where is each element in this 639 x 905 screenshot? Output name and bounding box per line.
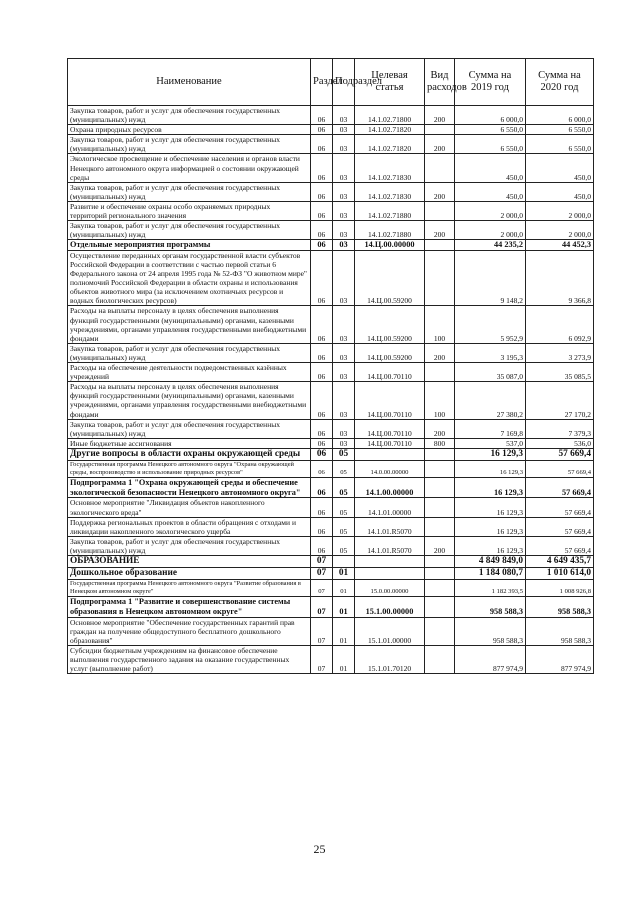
row-razdel: 07	[311, 556, 333, 568]
header-name: Наименование	[68, 59, 311, 106]
row-sum-2019: 450,0	[455, 182, 526, 201]
row-target-article: 14.1.02.71830	[355, 182, 425, 201]
row-name: Отдельные мероприятия программы	[68, 240, 311, 251]
row-sum-2020: 536,0	[526, 438, 594, 448]
table-row	[68, 478, 594, 498]
row-sum-2020: 35 085,5	[526, 363, 594, 382]
row-razdel: 06	[311, 448, 333, 460]
row-podrazdel: 05	[333, 448, 355, 460]
row-expense-type	[425, 478, 455, 498]
row-razdel: 07	[311, 617, 333, 645]
row-name: Поддержка региональных проектов в области обращения с отходами и ликвидации накопленного экологического ущерба	[68, 517, 311, 536]
row-sum-2020: 44 452,3	[526, 240, 594, 251]
row-name: Дошкольное образование	[68, 568, 311, 580]
row-razdel: 06	[311, 135, 333, 154]
table-row	[68, 106, 594, 125]
row-podrazdel: 05	[333, 517, 355, 536]
row-podrazdel: 03	[333, 363, 355, 382]
header-target-article: Целевая статья	[355, 59, 425, 106]
header-expense-type: Вид расходов	[425, 59, 455, 106]
row-expense-type: 800	[425, 438, 455, 448]
row-podrazdel: 01	[333, 645, 355, 673]
row-sum-2019: 9 148,2	[455, 250, 526, 306]
row-sum-2020: 57 669,4	[526, 517, 594, 536]
row-sum-2020: 877 974,9	[526, 645, 594, 673]
row-sum-2020: 6 550,0	[526, 135, 594, 154]
row-sum-2020: 6 092,9	[526, 306, 594, 343]
row-sum-2020: 6 000,0	[526, 106, 594, 125]
row-name: Подпрограмма 1 "Охрана окружающей среды и обеспечение экологической безопасности Ненецкого автономного округа"	[68, 478, 311, 498]
row-name: Подпрограмма 1 "Развитие и совершенствование системы образования в Ненецком автономном округе"	[68, 597, 311, 617]
row-sum-2020: 9 366,8	[526, 250, 594, 306]
row-expense-type	[425, 363, 455, 382]
row-expense-type: 200	[425, 221, 455, 240]
row-sum-2019: 537,0	[455, 438, 526, 448]
row-expense-type	[425, 568, 455, 580]
row-name: Субсидии бюджетным учреждениям на финансовое обеспечение выполнения государственного задания на оказание государственных услуг (выполнение работ)	[68, 645, 311, 673]
row-expense-type	[425, 154, 455, 182]
row-expense-type	[425, 125, 455, 135]
table-header-row	[68, 59, 594, 106]
table-row	[68, 617, 594, 645]
row-razdel: 06	[311, 240, 333, 251]
row-name: Закупка товаров, работ и услуг для обеспечения государственных (муниципальных) нужд	[68, 419, 311, 438]
row-expense-type	[425, 617, 455, 645]
row-expense-type	[425, 597, 455, 617]
row-target-article: 14.1.01.00000	[355, 498, 425, 517]
table-row	[68, 556, 594, 568]
row-sum-2020: 27 170,2	[526, 382, 594, 419]
row-target-article: 15.1.01.70120	[355, 645, 425, 673]
row-podrazdel: 03	[333, 135, 355, 154]
row-sum-2019: 35 087,0	[455, 363, 526, 382]
row-sum-2019: 27 380,2	[455, 382, 526, 419]
row-sum-2019: 44 235,2	[455, 240, 526, 251]
row-podrazdel: 05	[333, 460, 355, 477]
row-razdel: 06	[311, 125, 333, 135]
row-sum-2019: 16 129,3	[455, 460, 526, 477]
row-target-article: 14.1.02.71800	[355, 106, 425, 125]
row-name: Охрана природных ресурсов	[68, 125, 311, 135]
row-podrazdel: 03	[333, 106, 355, 125]
row-podrazdel: 03	[333, 221, 355, 240]
table-row	[68, 221, 594, 240]
row-sum-2020: 3 273,9	[526, 343, 594, 362]
row-podrazdel: 03	[333, 438, 355, 448]
row-expense-type	[425, 645, 455, 673]
row-sum-2020: 7 379,3	[526, 419, 594, 438]
row-sum-2020: 57 669,4	[526, 478, 594, 498]
row-target-article: 14.1.02.71820	[355, 135, 425, 154]
row-sum-2020: 4 649 435,7	[526, 556, 594, 568]
row-target-article: 14.Ц.00.70110	[355, 438, 425, 448]
row-podrazdel: 03	[333, 306, 355, 343]
table-row	[68, 448, 594, 460]
row-name: Иные бюджетные ассигнования	[68, 438, 311, 448]
row-name: Закупка товаров, работ и услуг для обеспечения государственных (муниципальных) нужд	[68, 106, 311, 125]
row-name: Закупка товаров, работ и услуг для обеспечения государственных (муниципальных) нужд	[68, 182, 311, 201]
row-expense-type	[425, 517, 455, 536]
row-target-article: 14.Ц.00.00000	[355, 240, 425, 251]
row-razdel: 06	[311, 460, 333, 477]
row-target-article: 14.Ц.00.59200	[355, 250, 425, 306]
row-sum-2019: 4 849 849,0	[455, 556, 526, 568]
row-podrazdel: 03	[333, 419, 355, 438]
row-sum-2019: 2 000,0	[455, 221, 526, 240]
row-expense-type: 200	[425, 182, 455, 201]
table-row	[68, 201, 594, 220]
row-expense-type	[425, 556, 455, 568]
budget-table-container	[67, 58, 593, 674]
row-sum-2019: 3 195,3	[455, 343, 526, 362]
row-name: Государственная программа Ненецкого автономного округа "Охрана окружающей среды, воспроизводство и использование природных ресурсов"	[68, 460, 311, 477]
row-sum-2019: 1 184 080,7	[455, 568, 526, 580]
row-target-article: 14.1.02.71820	[355, 125, 425, 135]
row-podrazdel: 01	[333, 597, 355, 617]
row-expense-type	[425, 448, 455, 460]
header-sum-2020: Сумма на 2020 год	[526, 59, 594, 106]
row-target-article: 14.1.00.00000	[355, 478, 425, 498]
row-sum-2020: 1 008 926,8	[526, 580, 594, 597]
row-name: Закупка товаров, работ и услуг для обеспечения государственных (муниципальных) нужд	[68, 343, 311, 362]
row-razdel: 06	[311, 250, 333, 306]
table-row	[68, 438, 594, 448]
table-row	[68, 568, 594, 580]
row-name: Закупка товаров, работ и услуг для обеспечения государственных (муниципальных) нужд	[68, 221, 311, 240]
table-row	[68, 154, 594, 182]
row-name: Основное мероприятие "Ликвидация объектов накопленного экологического вреда"	[68, 498, 311, 517]
row-target-article	[355, 556, 425, 568]
row-name: Основное мероприятие "Обеспечение государственных гарантий прав граждан на получение общедоступного бесплатного дошкольного образования"	[68, 617, 311, 645]
table-row	[68, 536, 594, 555]
row-expense-type: 200	[425, 135, 455, 154]
row-expense-type: 200	[425, 419, 455, 438]
header-razdel: Раздел	[311, 59, 333, 106]
row-razdel: 06	[311, 221, 333, 240]
row-sum-2020: 958 588,3	[526, 597, 594, 617]
row-podrazdel: 03	[333, 240, 355, 251]
table-row	[68, 597, 594, 617]
row-sum-2019: 450,0	[455, 154, 526, 182]
row-target-article: 14.1.01.R5070	[355, 517, 425, 536]
table-row	[68, 135, 594, 154]
row-razdel: 06	[311, 343, 333, 362]
row-razdel: 06	[311, 517, 333, 536]
row-expense-type: 100	[425, 306, 455, 343]
row-razdel: 06	[311, 201, 333, 220]
row-name: Расходы на обеспечение деятельности подведомственных казённых учреждений	[68, 363, 311, 382]
row-expense-type: 200	[425, 106, 455, 125]
row-razdel: 06	[311, 438, 333, 448]
row-target-article: 14.Ц.00.70110	[355, 363, 425, 382]
row-sum-2020: 1 010 614,0	[526, 568, 594, 580]
table-row	[68, 306, 594, 343]
table-row	[68, 382, 594, 419]
row-sum-2020: 450,0	[526, 182, 594, 201]
row-razdel: 06	[311, 182, 333, 201]
row-podrazdel: 01	[333, 580, 355, 597]
row-target-article: 15.0.00.00000	[355, 580, 425, 597]
row-sum-2019: 16 129,3	[455, 536, 526, 555]
row-name: ОБРАЗОВАНИЕ	[68, 556, 311, 568]
row-expense-type	[425, 580, 455, 597]
row-expense-type: 100	[425, 382, 455, 419]
row-name: Государственная программа Ненецкого автономного округа "Развитие образования в Ненецком автономном округе"	[68, 580, 311, 597]
row-target-article	[355, 568, 425, 580]
row-sum-2020: 2 000,0	[526, 221, 594, 240]
row-target-article: 14.0.00.00000	[355, 460, 425, 477]
row-target-article: 14.Ц.00.59200	[355, 343, 425, 362]
row-podrazdel: 03	[333, 182, 355, 201]
table-row	[68, 240, 594, 251]
row-podrazdel	[333, 556, 355, 568]
row-sum-2020: 57 669,4	[526, 498, 594, 517]
row-podrazdel: 03	[333, 201, 355, 220]
table-row	[68, 363, 594, 382]
row-expense-type: 200	[425, 536, 455, 555]
row-podrazdel: 03	[333, 154, 355, 182]
row-sum-2019: 16 129,3	[455, 517, 526, 536]
row-target-article	[355, 448, 425, 460]
row-razdel: 07	[311, 568, 333, 580]
row-podrazdel: 05	[333, 498, 355, 517]
table-body	[68, 106, 594, 674]
row-target-article: 14.1.02.71880	[355, 221, 425, 240]
row-sum-2019: 6 550,0	[455, 125, 526, 135]
row-podrazdel: 01	[333, 617, 355, 645]
row-name: Закупка товаров, работ и услуг для обеспечения государственных (муниципальных) нужд	[68, 536, 311, 555]
header-sum-2019: Сумма на 2019 год	[455, 59, 526, 106]
row-sum-2020: 450,0	[526, 154, 594, 182]
row-target-article: 14.1.01.R5070	[355, 536, 425, 555]
row-sum-2019: 958 588,3	[455, 617, 526, 645]
row-sum-2019: 16 129,3	[455, 478, 526, 498]
row-expense-type	[425, 498, 455, 517]
row-sum-2020: 6 550,0	[526, 125, 594, 135]
row-razdel: 06	[311, 363, 333, 382]
row-podrazdel: 01	[333, 568, 355, 580]
row-razdel: 06	[311, 536, 333, 555]
row-sum-2020: 57 669,4	[526, 448, 594, 460]
table-row	[68, 580, 594, 597]
table-row	[68, 460, 594, 477]
row-podrazdel: 05	[333, 478, 355, 498]
row-expense-type	[425, 250, 455, 306]
row-name: Другие вопросы в области охраны окружающей среды	[68, 448, 311, 460]
row-razdel: 07	[311, 597, 333, 617]
table-row	[68, 250, 594, 306]
budget-table	[67, 58, 594, 674]
row-sum-2020: 2 000,0	[526, 201, 594, 220]
row-podrazdel: 05	[333, 536, 355, 555]
row-podrazdel: 03	[333, 250, 355, 306]
table-row	[68, 125, 594, 135]
row-expense-type	[425, 460, 455, 477]
row-target-article: 14.Ц.00.70110	[355, 382, 425, 419]
row-target-article: 14.1.02.71880	[355, 201, 425, 220]
row-sum-2019: 5 952,9	[455, 306, 526, 343]
table-row	[68, 645, 594, 673]
row-expense-type	[425, 201, 455, 220]
header-podrazdel: Подраздел	[333, 59, 355, 106]
row-sum-2020: 57 669,4	[526, 460, 594, 477]
row-razdel: 06	[311, 154, 333, 182]
row-target-article: 14.1.02.71830	[355, 154, 425, 182]
row-expense-type	[425, 240, 455, 251]
table-row	[68, 498, 594, 517]
row-target-article: 15.1.01.00000	[355, 617, 425, 645]
row-razdel: 07	[311, 580, 333, 597]
row-sum-2020: 958 588,3	[526, 617, 594, 645]
row-name: Развитие и обеспечение охраны особо охраняемых природных территорий регионального значения	[68, 201, 311, 220]
row-expense-type: 200	[425, 343, 455, 362]
table-row	[68, 182, 594, 201]
row-sum-2019: 958 588,3	[455, 597, 526, 617]
row-razdel: 06	[311, 478, 333, 498]
row-name: Расходы на выплаты персоналу в целях обеспечения выполнения функций государственными (муниципальными) органами, казенными учреждениями, органами управления государственными внебюджетными фондами	[68, 382, 311, 419]
row-sum-2019: 877 974,9	[455, 645, 526, 673]
row-sum-2019: 6 000,0	[455, 106, 526, 125]
row-name: Осуществление переданных органам государственной власти субъектов Российской Федерации в соответствии с частью первой статьи 6 Федерального закона от 24 апреля 1995 года № 52-ФЗ "О животном мире" полномочий Российской Федерации в области охраны и использования объектов животного мира (за исключением охотничьих ресурсов и водных биологических ресурсов)	[68, 250, 311, 306]
table-row	[68, 343, 594, 362]
row-target-article: 15.1.00.00000	[355, 597, 425, 617]
row-razdel: 06	[311, 498, 333, 517]
row-target-article: 14.Ц.00.70110	[355, 419, 425, 438]
row-razdel: 06	[311, 106, 333, 125]
page-number: 25	[313, 842, 326, 856]
row-sum-2019: 16 129,3	[455, 448, 526, 460]
row-razdel: 06	[311, 382, 333, 419]
row-name: Расходы на выплаты персоналу в целях обеспечения выполнения функций государственными (муниципальными) органами, казенными учреждениями, органами управления государственными внебюджетными фондами	[68, 306, 311, 343]
row-name: Экологическое просвещение и обеспечение населения и органов власти Ненецкого автономного округа информацией о состоянии окружающей среды	[68, 154, 311, 182]
row-sum-2019: 16 129,3	[455, 498, 526, 517]
row-podrazdel: 03	[333, 343, 355, 362]
row-podrazdel: 03	[333, 382, 355, 419]
row-sum-2019: 6 550,0	[455, 135, 526, 154]
row-razdel: 06	[311, 306, 333, 343]
row-sum-2019: 1 182 393,5	[455, 580, 526, 597]
row-target-article: 14.Ц.00.59200	[355, 306, 425, 343]
row-razdel: 06	[311, 419, 333, 438]
row-name: Закупка товаров, работ и услуг для обеспечения государственных (муниципальных) нужд	[68, 135, 311, 154]
row-razdel: 07	[311, 645, 333, 673]
row-sum-2020: 57 669,4	[526, 536, 594, 555]
row-podrazdel: 03	[333, 125, 355, 135]
table-row	[68, 517, 594, 536]
row-sum-2019: 7 169,8	[455, 419, 526, 438]
table-row	[68, 419, 594, 438]
row-sum-2019: 2 000,0	[455, 201, 526, 220]
